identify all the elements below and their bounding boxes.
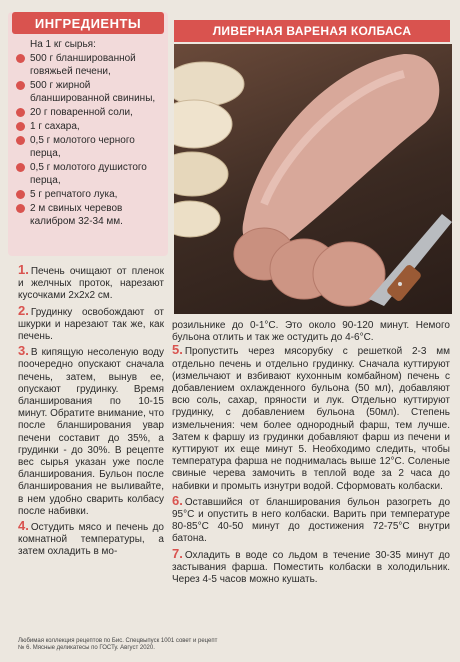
- ingredient-text: 1 г сахара,: [30, 121, 80, 132]
- footer-note: Любимая коллекция рецептов по Бис. Спецвыпуск 1001 совет и рецепт № 6. Мясные деликатесы по ГОСТу. Август 2020.: [18, 638, 218, 651]
- ingredient-item: [16, 202, 166, 228]
- ingredient-item: [16, 161, 166, 187]
- bullet-icon: [16, 81, 25, 90]
- ingredients-box: [8, 12, 168, 256]
- step-5: [172, 344, 450, 492]
- ingredient-text: 500 г жирной бланшированной свинины,: [30, 80, 156, 104]
- step-text: Пропустить через мясорубку с решеткой 2-3 мм отдельно печень и отдельно грудинку. Сначала куттируют (измельчают и взбивают кухонным комбайном) печень с добавлением охлажденного бульона (50 мл), добавляют всю соль, сахар, пряности и лук. Отдельно куттируют грудинку, с добавлением бульона (50мл). Степень измельчения: чем более однородный фарш, тем лучше. Затем к фаршу из грудинки добавляют фарш из печени и куттируют их еще минут 5. Необходимо следить, чтобы температура фарша не поднималась выше 12°С. Соленые свиные черева замочить в теплой воде за 2 часа до набивки и промыть изнутри водой. Сформовать колбаски.: [172, 346, 450, 492]
- step-6: [172, 492, 450, 546]
- step-number: 2.: [18, 302, 29, 318]
- bullet-icon: [16, 190, 25, 199]
- sausage-illustration: [174, 44, 452, 314]
- step-number: 5.: [172, 342, 183, 358]
- ingredient-text: 20 г поваренной соли,: [30, 107, 133, 118]
- ingredients-title: ИНГРЕДИЕНТЫ: [12, 12, 164, 34]
- step-text: В кипящую несоленую воду поочередно опускают сначала печень, затем, вынув ее, опускают грудинку. Время бланширования по 10-15 минут. Обратите внимание, что после бланширования увар печени составит до 35%, а грудинки - до 30%. В рецепте вес сырья указан уже после бланширования. Бульон после бланширования не выливайте, в нем удобно сварить колбасу после набивки.: [18, 347, 164, 517]
- ingredient-item: [16, 79, 166, 105]
- step-7: [172, 545, 450, 587]
- step-4: [18, 520, 164, 559]
- recipe-title: ЛИВЕРНАЯ ВАРЕНАЯ КОЛБАСА: [174, 20, 450, 42]
- bullet-icon: [16, 108, 25, 117]
- ingredients-intro-text: На 1 кг сырья:: [30, 39, 96, 50]
- bullet-icon: [16, 54, 25, 63]
- step-4-continuation: розильнике до 0-1°С. Это около 90-120 минут. Немого бульона отлить и так же остудить до 4-6°С.: [172, 320, 450, 344]
- step-number: 7.: [172, 545, 183, 561]
- bullet-icon: [16, 163, 25, 172]
- bullet-icon: [16, 122, 25, 131]
- ingredient-text: 0,5 г молотого душистого перца,: [30, 162, 147, 186]
- ingredient-item: [16, 134, 166, 160]
- step-text: Оставшийся от бланширования бульон разогреть до 95°С и опустить в него колбаски. Варить при температуре 80-85°С 40-50 минут до достижения 72-75°С внутри батона.: [172, 496, 450, 545]
- step-number: 1.: [18, 262, 29, 277]
- ingredient-item: [16, 188, 166, 201]
- ingredient-text: 500 г бланшированной говяжьей печени,: [30, 53, 136, 77]
- step-1: [18, 264, 164, 303]
- step-number: 4.: [18, 518, 29, 534]
- step-text: Охладить в воде со льдом в течение 30-35 минут до застывания фарша. Поместить колбаски в холодильник. Через 4-5 часов можно кушать.: [172, 549, 450, 586]
- bullet-icon: [16, 136, 25, 145]
- bullet-icon: [16, 204, 25, 213]
- ingredient-text: 2 м свиных черевов калибром 32-34 мм.: [30, 203, 123, 227]
- steps-left-column: [18, 264, 164, 561]
- steps-right-column: [172, 320, 450, 588]
- step-text: Печень очищают от пленок и желчных проток, нарезают кусочками 2х2х2 см.: [18, 266, 164, 302]
- ingredient-item: [16, 120, 166, 133]
- ingredient-item: [16, 106, 166, 119]
- step-number: 6.: [172, 492, 183, 508]
- step-3: [18, 345, 164, 518]
- ingredient-text: 5 г репчатого лука,: [30, 189, 118, 200]
- ingredient-item: [16, 52, 166, 78]
- ingredients-intro: [16, 38, 166, 51]
- ingredient-text: 0,5 г молотого черного перца,: [30, 135, 135, 159]
- ingredients-list: [16, 38, 166, 229]
- sausage-photo: [174, 44, 452, 314]
- step-number: 3.: [18, 343, 29, 359]
- step-2: [18, 302, 164, 344]
- step-text: Грудинку освобождают от шкурки и нарезают так же, как печень.: [18, 306, 164, 343]
- step-text: Остудить мясо и печень до комнатной температуры, а затем охладить в мо-: [18, 522, 164, 558]
